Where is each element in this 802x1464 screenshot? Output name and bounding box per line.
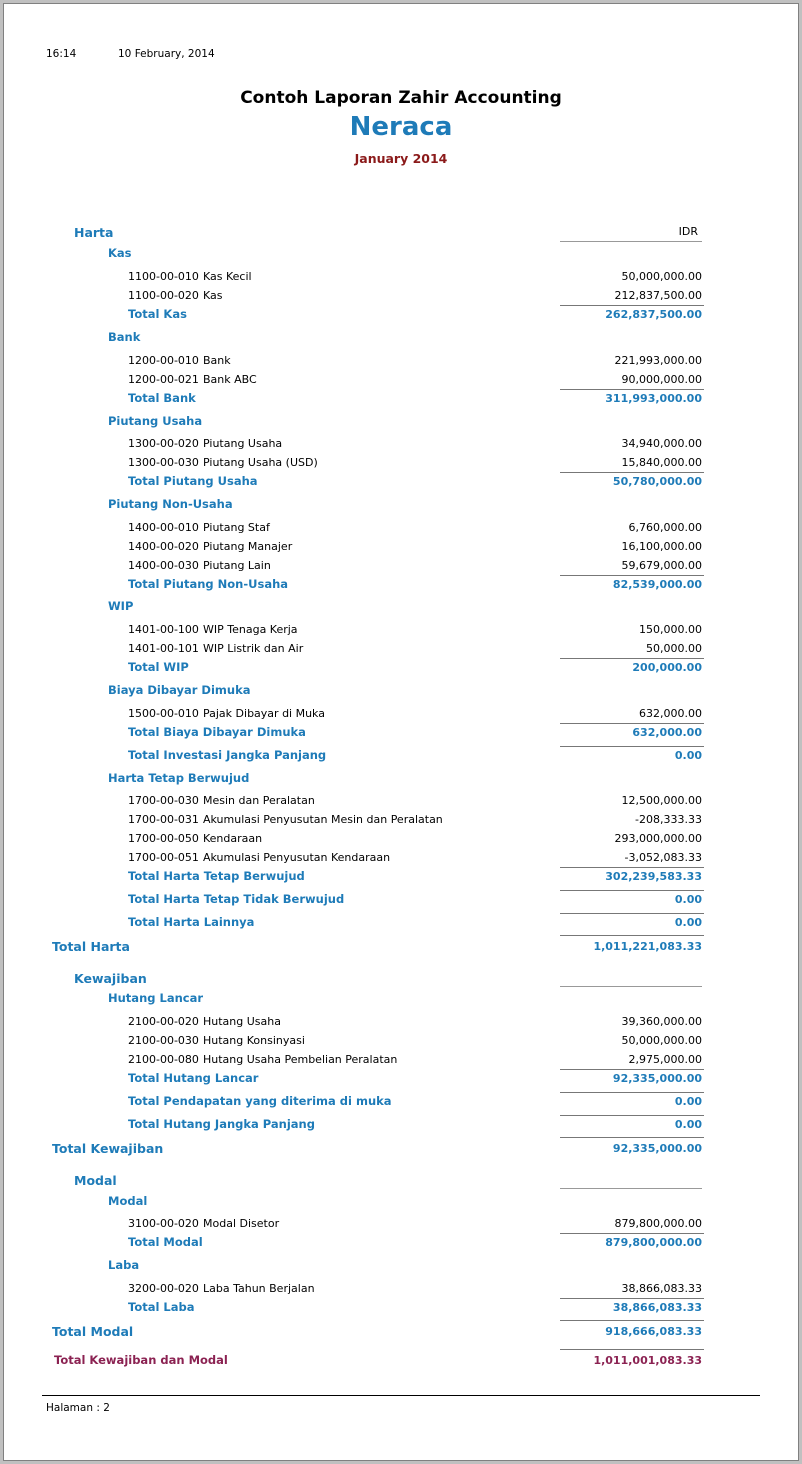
account-label (128, 704, 325, 723)
account-name: Kas Kecil (203, 270, 252, 283)
subtotal-row (4, 746, 798, 765)
account-amount: 16,100,000.00 (621, 540, 702, 553)
total-label: Total Kewajiban (52, 1141, 164, 1156)
account-amount: 293,000,000.00 (614, 832, 702, 845)
account-name: Piutang Manajer (203, 540, 293, 553)
amount-rule (560, 1320, 704, 1321)
subtotal-row (4, 472, 798, 491)
subtotal-amount: 0.00 (674, 916, 702, 929)
account-row (4, 434, 798, 453)
subtotal-amount: 0.00 (674, 893, 702, 906)
account-name: Akumulasi Penyusutan Mesin dan Peralatan (203, 813, 443, 826)
group-label: Modal (108, 1194, 148, 1208)
subtotal-row (4, 1233, 798, 1252)
group-label: Harta Tetap Berwujud (108, 771, 250, 785)
account-name: Hutang Usaha Pembelian Peralatan (203, 1053, 398, 1066)
account-name: Piutang Staf (203, 521, 270, 534)
group-label: Piutang Usaha (108, 414, 203, 428)
amount-rule (560, 1092, 704, 1093)
account-label (128, 829, 262, 848)
group-label: Piutang Non-Usaha (108, 497, 233, 511)
account-amount: 15,840,000.00 (621, 456, 702, 469)
account-code: 1700-00-030 (128, 794, 199, 807)
total-row (4, 1322, 798, 1341)
total-amount: 1,011,221,083.33 (593, 940, 702, 953)
account-name: Laba Tahun Berjalan (203, 1282, 315, 1295)
group-label: Hutang Lancar (108, 991, 204, 1005)
amount-rule (560, 305, 704, 306)
account-amount: 632,000.00 (639, 707, 702, 720)
subtotal-label: Total Hutang Lancar (128, 1071, 259, 1085)
account-label (128, 434, 282, 453)
account-label (128, 370, 257, 389)
subtotal-label: Total Biaya Dibayar Dimuka (128, 725, 306, 739)
account-code: 1400-00-020 (128, 540, 199, 553)
account-label (128, 1214, 279, 1233)
account-name: Hutang Konsinyasi (203, 1034, 305, 1047)
account-row (4, 1050, 798, 1069)
account-row (4, 1031, 798, 1050)
account-code: 2100-00-030 (128, 1034, 199, 1047)
account-amount: 6,760,000.00 (628, 521, 702, 534)
account-row (4, 791, 798, 810)
group-row (4, 1256, 798, 1275)
amount-rule (560, 389, 704, 390)
account-row (4, 370, 798, 389)
subtotal-label: Total Laba (128, 1300, 195, 1314)
section-row (4, 1171, 798, 1190)
subtotal-label: Total Modal (128, 1235, 203, 1249)
account-code: 2100-00-080 (128, 1053, 199, 1066)
report-period: January 2014 (354, 151, 448, 166)
account-code: 1500-00-010 (128, 707, 199, 720)
subtotal-row (4, 389, 798, 408)
section-row (4, 969, 798, 988)
subtotal-label: Total Harta Tetap Berwujud (128, 869, 305, 883)
subtotal-label: Total Investasi Jangka Panjang (128, 748, 327, 762)
account-label (128, 639, 303, 658)
account-name: Modal Disetor (203, 1217, 280, 1230)
print-date: 10 February, 2014 (118, 48, 215, 60)
group-row (4, 989, 798, 1008)
subtotal-amount: 0.00 (674, 749, 702, 762)
subtotal-row (4, 867, 798, 886)
total-row (4, 1139, 798, 1158)
amount-rule (560, 746, 704, 747)
account-label (128, 453, 318, 472)
group-row (4, 681, 798, 700)
section-label: Kewajiban (74, 971, 147, 986)
account-row (4, 453, 798, 472)
account-amount: 212,837,500.00 (614, 289, 702, 302)
account-amount: -3,052,083.33 (624, 851, 702, 864)
account-amount: 12,500,000.00 (621, 794, 702, 807)
grand-label: Total Kewajiban dan Modal (54, 1353, 228, 1367)
grand-amount: 1,011,001,083.33 (593, 1354, 702, 1367)
amount-rule (560, 867, 704, 868)
subtotal-amount: 0.00 (674, 1095, 702, 1108)
amount-rule (560, 1115, 704, 1116)
section-label: Modal (74, 1173, 117, 1188)
subtotal-row (4, 723, 798, 742)
account-name: Bank (203, 354, 231, 367)
account-label (128, 1279, 315, 1298)
account-amount: 59,679,000.00 (621, 559, 702, 572)
account-code: 1401-00-101 (128, 642, 199, 655)
subtotal-row (4, 1115, 798, 1134)
account-code: 1300-00-020 (128, 437, 199, 450)
subtotal-label: Total Piutang Non-Usaha (128, 577, 289, 591)
subtotal-amount: 38,866,083.33 (612, 1301, 702, 1314)
report-title: Neraca (349, 112, 453, 142)
total-row (4, 937, 798, 956)
account-row (4, 267, 798, 286)
account-label (128, 620, 298, 639)
print-time: 16:14 (46, 48, 77, 60)
account-label (128, 286, 223, 305)
grand-row (4, 1351, 798, 1370)
footer-divider (42, 1395, 760, 1396)
subtotal-row (4, 1298, 798, 1317)
account-label (128, 1050, 397, 1069)
group-row (4, 769, 798, 788)
subtotal-row (4, 913, 798, 932)
account-label (128, 556, 271, 575)
account-name: Piutang Usaha (USD) (203, 456, 318, 469)
account-row (4, 1012, 798, 1031)
account-label (128, 518, 270, 537)
account-name: WIP Listrik dan Air (203, 642, 304, 655)
account-name: Mesin dan Peralatan (203, 794, 315, 807)
account-row (4, 1214, 798, 1233)
subtotal-amount: 302,239,583.33 (605, 870, 702, 883)
account-name: Kas (203, 289, 223, 302)
subtotal-amount: 0.00 (674, 1118, 702, 1131)
amount-rule (560, 913, 704, 914)
amount-rule (560, 658, 704, 659)
account-amount: 50,000.00 (646, 642, 702, 655)
amount-rule (560, 1069, 704, 1070)
subtotal-row (4, 575, 798, 594)
account-code: 1100-00-010 (128, 270, 199, 283)
group-label: Kas (108, 246, 132, 260)
subtotal-row (4, 658, 798, 677)
account-amount: -208,333.33 (635, 813, 702, 826)
account-row (4, 537, 798, 556)
account-amount: 90,000,000.00 (621, 373, 702, 386)
group-row (4, 412, 798, 431)
amount-rule (560, 935, 704, 936)
total-label: Total Harta (52, 939, 130, 954)
report-page (3, 3, 799, 1461)
total-amount: 918,666,083.33 (605, 1325, 702, 1338)
subtotal-row (4, 1069, 798, 1088)
account-label (128, 791, 315, 810)
account-row (4, 620, 798, 639)
amount-rule (560, 575, 704, 576)
account-amount: 50,000,000.00 (621, 270, 702, 283)
amount-rule (560, 986, 702, 987)
account-name: Pajak Dibayar di Muka (203, 707, 325, 720)
subtotal-label: Total WIP (128, 660, 189, 674)
account-label (128, 848, 390, 867)
account-label (128, 267, 252, 286)
subtotal-amount: 92,335,000.00 (612, 1072, 702, 1085)
account-code: 1300-00-030 (128, 456, 199, 469)
subtotal-label: Total Harta Tetap Tidak Berwujud (128, 892, 345, 906)
account-label (128, 1012, 281, 1031)
account-code: 1401-00-100 (128, 623, 199, 636)
subtotal-label: Total Piutang Usaha (128, 474, 258, 488)
group-row (4, 597, 798, 616)
account-row (4, 1279, 798, 1298)
amount-rule (560, 1137, 704, 1138)
group-label: Bank (108, 330, 141, 344)
account-code: 1400-00-010 (128, 521, 199, 534)
account-amount: 221,993,000.00 (614, 354, 702, 367)
amount-rule (560, 1188, 702, 1189)
account-code: 2100-00-020 (128, 1015, 199, 1028)
subtotal-amount: 262,837,500.00 (605, 308, 702, 321)
account-name: Piutang Usaha (203, 437, 283, 450)
subtotal-row (4, 890, 798, 909)
subtotal-amount: 879,800,000.00 (605, 1236, 702, 1249)
amount-rule (560, 1349, 704, 1350)
account-amount: 39,360,000.00 (621, 1015, 702, 1028)
group-label: Laba (108, 1258, 140, 1272)
account-code: 3100-00-020 (128, 1217, 199, 1230)
account-row (4, 810, 798, 829)
account-row (4, 351, 798, 370)
account-amount: 2,975,000.00 (628, 1053, 702, 1066)
section-row (4, 223, 798, 242)
subtotal-row (4, 305, 798, 324)
currency-column-header: IDR (678, 225, 698, 238)
account-name: Kendaraan (203, 832, 263, 845)
subtotal-label: Total Pendapatan yang diterima di muka (128, 1094, 392, 1108)
account-amount: 50,000,000.00 (621, 1034, 702, 1047)
company-name: Contoh Laporan Zahir Accounting (240, 88, 562, 108)
amount-rule (560, 1233, 704, 1234)
account-name: Bank ABC (203, 373, 257, 386)
subtotal-amount: 200,000.00 (632, 661, 702, 674)
amount-rule (560, 1298, 704, 1299)
group-label: WIP (108, 599, 134, 613)
account-label (128, 537, 292, 556)
amount-rule (560, 890, 704, 891)
amount-rule (560, 472, 704, 473)
group-row (4, 1192, 798, 1211)
account-label (128, 351, 231, 370)
subtotal-label: Total Harta Lainnya (128, 915, 255, 929)
account-amount: 150,000.00 (639, 623, 702, 636)
subtotal-amount: 82,539,000.00 (612, 578, 702, 591)
subtotal-amount: 632,000.00 (632, 726, 702, 739)
group-label: Biaya Dibayar Dimuka (108, 683, 251, 697)
page-number: Halaman : 2 (46, 1402, 110, 1414)
group-row (4, 495, 798, 514)
account-amount: 879,800,000.00 (614, 1217, 702, 1230)
account-label (128, 810, 443, 829)
group-row (4, 244, 798, 263)
account-row (4, 704, 798, 723)
account-code: 1100-00-020 (128, 289, 199, 302)
account-amount: 38,866,083.33 (621, 1282, 702, 1295)
section-label: Harta (74, 225, 114, 240)
subtotal-label: Total Kas (128, 307, 187, 321)
account-name: Hutang Usaha (203, 1015, 281, 1028)
account-name: Akumulasi Penyusutan Kendaraan (203, 851, 391, 864)
subtotal-amount: 311,993,000.00 (605, 392, 702, 405)
account-code: 1200-00-010 (128, 354, 199, 367)
account-code: 1400-00-030 (128, 559, 199, 572)
subtotal-label: Total Hutang Jangka Panjang (128, 1117, 315, 1131)
account-code: 1700-00-031 (128, 813, 199, 826)
account-label (128, 1031, 305, 1050)
account-name: Piutang Lain (203, 559, 271, 572)
account-amount: 34,940,000.00 (621, 437, 702, 450)
account-row (4, 829, 798, 848)
account-code: 3200-00-020 (128, 1282, 199, 1295)
subtotal-amount: 50,780,000.00 (612, 475, 702, 488)
account-code: 1700-00-051 (128, 851, 199, 864)
account-name: WIP Tenaga Kerja (203, 623, 298, 636)
total-label: Total Modal (52, 1324, 134, 1339)
group-row (4, 328, 798, 347)
account-row (4, 286, 798, 305)
total-amount: 92,335,000.00 (612, 1142, 702, 1155)
account-row (4, 639, 798, 658)
subtotal-label: Total Bank (128, 391, 196, 405)
subtotal-row (4, 1092, 798, 1111)
account-code: 1200-00-021 (128, 373, 199, 386)
account-row (4, 848, 798, 867)
account-row (4, 556, 798, 575)
account-code: 1700-00-050 (128, 832, 199, 845)
account-row (4, 518, 798, 537)
amount-rule (560, 723, 704, 724)
